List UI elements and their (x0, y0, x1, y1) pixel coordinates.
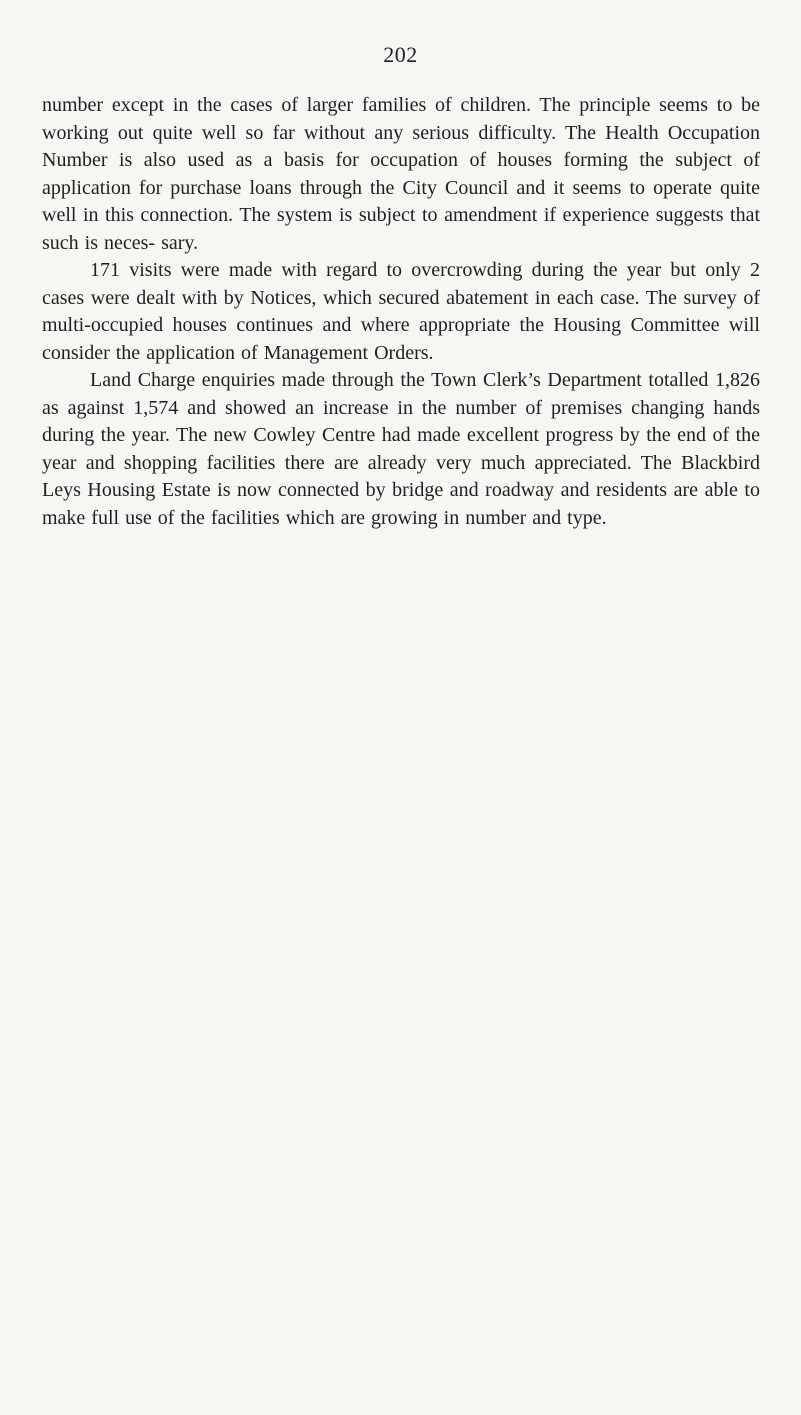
paragraph-overcrowding-visits: 171 visits were made with regard to overcrowding during the year but only 2 cases were dealt with by Notices, which secured abatement in each case. The survey of multi-occupied houses continues and where appropriate the Housing Committee will consider the application of Management Orders. (42, 259, 760, 364)
body-text (42, 92, 760, 532)
paragraph-housing-occupation: number except in the cases of larger families of children. The principle seems to be working out quite well so far without any serious difficulty. The Health Occupation Number is also used as a basis for occupation of houses forming the subject of application for purchase loans through the City Council and it seems to operate quite well in this connection. The system is subject to amendment if experience suggests that such is neces- sary. (42, 94, 760, 254)
page-number: 202 (383, 42, 418, 67)
paragraph-land-charge-enquiries: Land Charge enquiries made through the Town Clerk’s Department totalled 1,826 as against 1,574 and showed an increase in the number of premises changing hands during the year. The new Cowley Centre had made excellent progress by the end of the year and shopping facilities there are already very much appreciated. The Blackbird Leys Housing Estate is now connected by bridge and roadway and residents are able to make full use of the facilities which are growing in number and type. (42, 369, 760, 529)
